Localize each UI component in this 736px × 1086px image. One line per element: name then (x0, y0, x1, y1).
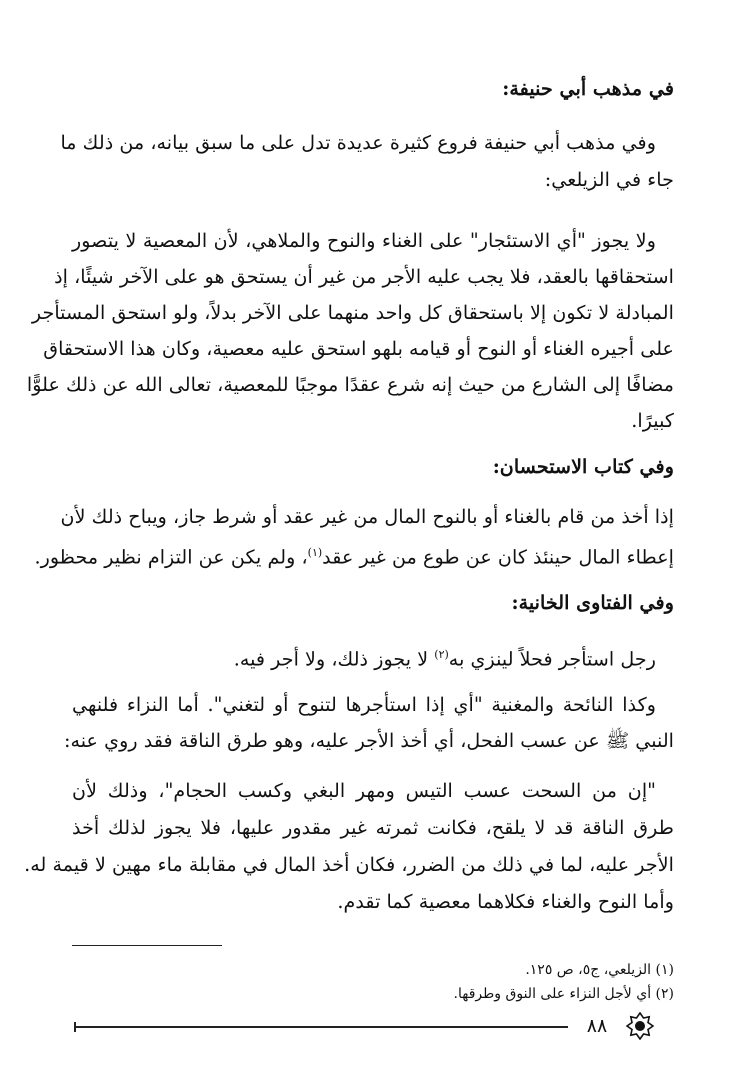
section-heading-khaniyya: وفي الفتاوى الخانية: (511, 591, 674, 614)
hadith-line: "إن من السحت عسب التيس ومهر البغي وكسب الحجام"، وذلك لأن (72, 779, 656, 802)
paragraph-line: وأما النوح والغناء فكلاهما معصية كما تقدم. (337, 890, 674, 913)
paragraph-line: جاء في الزيلعي: (544, 168, 674, 191)
page-ornament-icon (626, 1012, 654, 1040)
paragraph-line: وفي مذهب أبي حنيفة فروع كثيرة عديدة تدل على ما سبق بيانه، من ذلك ما (60, 131, 656, 154)
quote-line: على أجيره الغناء أو النوح أو قيامه بلهو استحق عليه معصية، وكان هذا الاستحقاق (43, 337, 674, 360)
footnote-2: (٢) أي لأجل النزاء على النوق وطرقها. (453, 986, 674, 1002)
quote-line (34, 538, 674, 572)
quote-text: لا يجوز ذلك، ولا أجر فيه. (233, 647, 435, 671)
quote-text: إعطاء المال حينئذ كان عن طوع من غير عقد (322, 545, 674, 569)
paragraph-line: الأجر عليه، لما في ذلك من الضرر، فكان أخذ المال في مقابلة ماء مهين لا قيمة له. (24, 853, 674, 876)
footnote-mark-1[interactable]: (١) (307, 546, 323, 559)
document-page (24, 0, 674, 1086)
footnote-mark-2[interactable]: (٢) (434, 648, 449, 661)
section-heading-istihsan: وفي كتاب الاستحسان: (492, 455, 674, 478)
paragraph-line: النبي ﷺ عن عسب الفحل، أي أخذ الأجر عليه، وهو طرق الناقة فقد روي عنه: (64, 729, 674, 752)
quote-line: إذا أخذ من قام بالغناء أو بالنوح المال من غير عقد أو شرط جاز، ويباح ذلك لأن (60, 505, 674, 528)
quote-line: ولا يجوز "أي الاستئجار" على الغناء والنوح والملاهي، لأن المعصية لا يتصور (72, 229, 656, 252)
section-heading-abu-hanifa: في مذهب أبي حنيفة: (502, 77, 674, 100)
quote-text: ، ولم يكن عن التزام نظير محظور. (34, 545, 308, 569)
footnote-separator (72, 945, 222, 946)
footer-rule (76, 1026, 568, 1028)
quote-line: كبيرًا. (631, 409, 674, 432)
paragraph-line: وكذا النائحة والمغنية "أي إذا استأجرها لتنوح أو لتغني". أما النزاء فلنهي (72, 693, 656, 716)
quote-line: مضافًا إلى الشارع من حيث إنه شرع عقدًا موجبًا للمعصية، تعالى الله عن ذلك علوًّا (26, 373, 674, 396)
quote-line: استحقاقها بالعقد، فلا يجب عليه الأجر من غير أن يستحق هو على الآخر شيئًا، إذ (54, 265, 674, 288)
quote-text: رجل استأجر فحلاً لينزي به (448, 647, 656, 671)
page-number: ٨٨ (586, 1015, 608, 1037)
footnote-1: (١) الزيلعي، ج٥، ص ١٢٥. (525, 962, 674, 978)
paragraph-line: طرق الناقة قد لا يلقح، فكانت ثمرته غير مقدور عليها، فلا يجوز لذلك أخذ (72, 816, 674, 839)
quote-line: المبادلة لا تكون إلا باستحقاق كل واحد منهما على الآخر بدلاً، ولو استحق المستأجر (31, 301, 674, 324)
quote-line (72, 640, 656, 674)
